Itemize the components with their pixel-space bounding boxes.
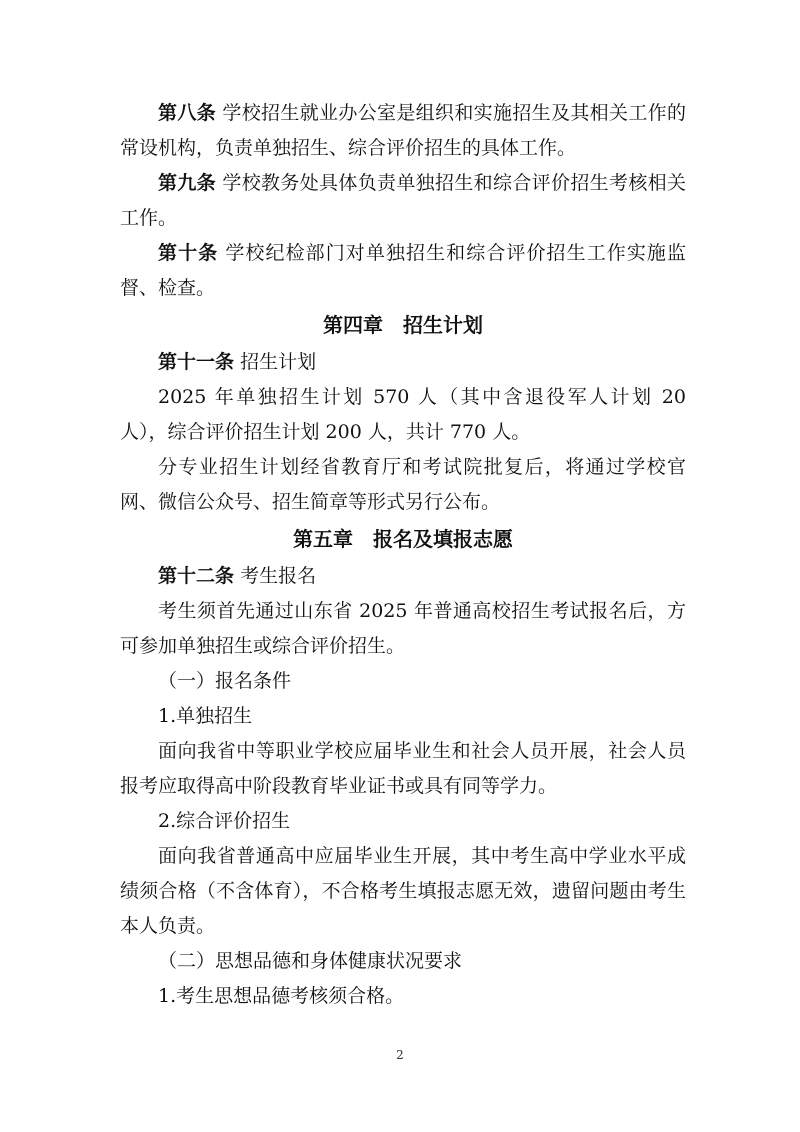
article-9-tag: 第九条 [158,172,216,194]
article-12-heading [120,559,686,594]
item-2-text: 面向我省普通高中应届毕业生开展，其中考生高中学业水平成绩须合格（不含体育），不合格考生填报志愿无效，遗留问题由考生本人负责。 [120,845,686,937]
article-8-text: 学校招生就业办公室是组织和实施招生及其相关工作的常设机构，负责单独招生、综合评价招生的具体工作。 [120,102,686,159]
item-1-title: 1.单独招生 [158,705,253,727]
article-8 [120,96,686,166]
subsection-1-title: （一）报名条件 [158,670,292,692]
document-body [120,96,686,1014]
article-8-tag: 第八条 [158,102,216,124]
article-12-paragraph-1: 考生须首先通过山东省 2025 年普通高校招生考试报名后，方可参加单独招生或综合评价招生。 [120,600,686,657]
item-1-text: 面向我省中等职业学校应届毕业生和社会人员开展，社会人员报考应取得高中阶段教育毕业证书或具有同等学力。 [120,740,686,797]
article-12-heading-text: 考生报名 [240,565,317,587]
article-10 [120,236,686,306]
chapter-5-title: 第五章 报名及填报志愿 [293,527,513,551]
article-12-tag: 第十二条 [158,565,235,587]
article-11-tag: 第十一条 [158,351,235,373]
article-11-heading-text: 招生计划 [240,351,317,373]
item-3-text: 1.考生思想品德考核须合格。 [158,985,405,1007]
article-10-tag: 第十条 [158,242,219,264]
article-9-text: 学校教务处具体负责单独招生和综合评价招生考核相关工作。 [120,172,686,229]
article-11-paragraph-2: 分专业招生计划经省教育厅和考试院批复后，将通过学校官网、微信公众号、招生简章等形式另行公布。 [120,456,686,513]
article-10-text: 学校纪检部门对单独招生和综合评价招生工作实施监督、检查。 [120,242,686,299]
article-11-heading [120,345,686,380]
chapter-4-title: 第四章 招生计划 [323,313,483,337]
item-2-title: 2.综合评价招生 [158,810,291,832]
article-9 [120,166,686,236]
article-11-paragraph-1: 2025 年单独招生计划 570 人（其中含退役军人计划 20 人），综合评价招生计划 200 人，共计 770 人。 [120,386,686,443]
page-number: 2 [396,1048,404,1062]
subsection-2-title: （二）思想品德和身体健康状况要求 [158,950,463,972]
